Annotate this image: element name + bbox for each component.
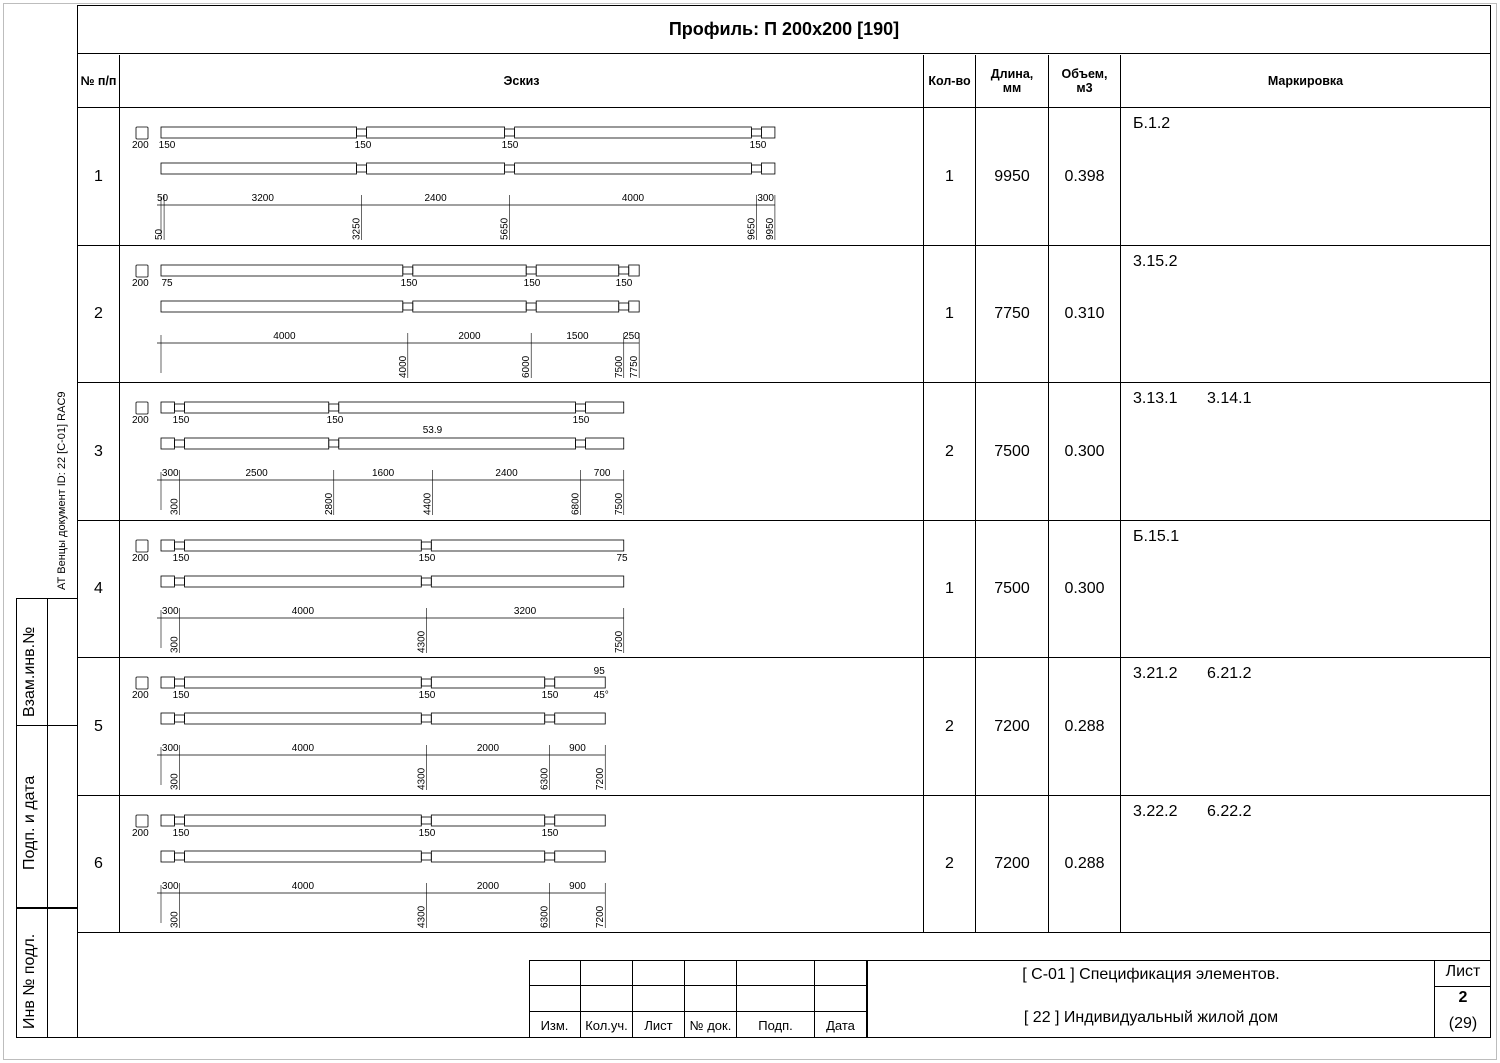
joint-notch [175,715,185,722]
log-segment [339,438,576,449]
header-length: Длина, мм [976,55,1048,108]
end-label: 150 [172,552,190,564]
log-segment [555,677,606,688]
dimension-value: 1500 [566,330,589,342]
side-box-inv [16,908,78,1038]
marking-code: 3.13.1 [1133,390,1178,407]
log-segment [431,851,544,862]
section-square [136,127,148,139]
log-segment [185,851,422,862]
dimension-value: 900 [569,743,586,754]
joint-notch [545,679,555,686]
col-line [1120,55,1121,932]
stamp-cell [581,986,633,1012]
joint-label: 150 [418,690,436,701]
cumulative-value: 50 [154,228,166,240]
joint-label: 150 [400,277,418,289]
log-segment [761,163,775,174]
log-segment [586,402,624,413]
log-segment [185,713,422,724]
joint-label: 150 [354,140,372,151]
sketch-drawing [121,383,921,519]
stamp-cell [685,986,737,1012]
joint-notch [545,715,555,722]
col-line [119,55,120,932]
row-length: 7200 [994,717,1030,735]
log-segment [555,815,606,826]
cumulative-value: 300 [169,635,181,653]
section-square [136,540,148,552]
joint-notch [545,817,555,824]
log-segment [185,540,422,551]
log-segment [339,402,576,413]
header-qty: Кол-во [924,55,975,108]
log-segment [515,127,752,138]
section-label: 200 [132,140,149,151]
end-label: 150 [172,690,190,701]
section-label: 200 [132,552,149,564]
dimension-value: 2400 [424,193,447,204]
end-label: 150 [158,140,176,151]
row-number: 4 [94,580,103,598]
joint-notch [751,129,761,136]
stamp-cell [815,986,867,1012]
stamp-col-label: Лист [633,1012,685,1038]
log-segment [185,402,329,413]
row-volume: 0.398 [1064,167,1105,185]
row-qty: 1 [945,580,954,598]
joint-notch [329,440,339,447]
marking-code: 6.22.2 [1207,802,1252,820]
joint-notch [421,542,431,549]
doc-id: АТ Венцы документ ID: 22 [С-01] RAC9 [56,391,68,590]
row-qty: 2 [945,717,954,735]
joint-notch [357,165,367,172]
joint-notch [329,404,339,411]
log-segment [431,815,544,826]
extra-label: 53.9 [422,425,443,436]
joint-notch [751,165,761,172]
dimension-value: 2000 [476,880,500,892]
header-marking: Маркировка [1121,55,1490,108]
joint-notch [403,303,413,310]
side-podp: Подп. и дата [21,775,38,870]
cumulative-value: 4000 [397,355,409,378]
dimension-value: 300 [161,880,179,892]
joint-notch [175,578,185,585]
log-segment [161,301,403,312]
row-number: 6 [94,855,103,873]
log-segment [185,438,329,449]
cumulative-value: 7500 [613,630,625,653]
joint-notch [175,853,185,860]
log-segment [431,713,544,724]
dimension-value: 300 [161,468,179,479]
stamp-col-label: Изм. [529,1012,581,1038]
cumulative-value: 7200 [595,905,607,928]
log-segment [161,402,175,413]
log-segment [431,576,623,587]
joint-notch [421,715,431,722]
log-segment [161,163,357,174]
end-label: 75 [161,277,173,289]
dimension-value: 4000 [621,193,645,204]
joint-notch [403,267,413,274]
dimension-value: 2000 [458,330,481,342]
log-segment [413,301,526,312]
dimension-value: 700 [593,468,611,479]
marking-code: Б.1.2 [1133,115,1171,132]
marking-code: 3.22.2 [1133,802,1178,820]
row-volume: 0.288 [1064,717,1105,735]
joint-label: 150 [615,277,633,289]
stamp-cell [529,986,581,1012]
section-label: 200 [132,827,149,839]
marking-code: Б.15.1 [1133,527,1180,545]
row-length: 7750 [994,305,1030,323]
cumulative-value: 7500 [613,355,625,378]
row-divider [78,932,1490,933]
cumulative-value: 300 [169,910,181,928]
stamp-cell [633,960,685,986]
log-segment [161,677,175,688]
joint-notch [526,267,536,274]
angle-label: 45° [593,690,609,701]
cumulative-value: 300 [169,498,181,515]
log-segment [185,677,422,688]
section-square [136,815,148,827]
joint-notch [526,303,536,310]
end-label: 150 [172,415,190,426]
dimension-value: 4000 [291,605,315,617]
row-number: 5 [94,717,103,735]
dimension-value: 50 [156,193,169,204]
sketch-drawing [121,796,921,932]
joint-notch [421,853,431,860]
log-segment [161,576,175,587]
marking-code: 3.21.2 [1133,665,1178,682]
dimension-value: 900 [569,880,586,892]
cumulative-value: 5650 [499,217,511,240]
cumulative-value: 6000 [521,355,533,378]
row-qty: 1 [945,305,954,323]
page-title: Профиль: П 200x200 [190] [78,6,1490,54]
stamp-cell [815,960,867,986]
joint-label: 150 [418,827,436,839]
joint-notch [576,440,586,447]
joint-label: 75 [616,552,628,564]
joint-notch [619,303,629,310]
log-segment [161,540,175,551]
joint-notch [421,817,431,824]
stamp-line1: [ С-01 ] Спецификация элементов. [1022,966,1280,983]
stamp-cell [685,960,737,986]
joint-notch [576,404,586,411]
sketch-drawing [121,108,921,244]
log-segment [761,127,775,138]
log-segment [185,815,422,826]
sketch-drawing [121,521,921,657]
cumulative-value: 6300 [539,905,551,928]
section-square [136,677,148,689]
cumulative-value: 6800 [570,492,582,515]
cumulative-value: 4400 [422,492,434,515]
log-segment [431,540,623,551]
log-segment [555,851,606,862]
stamp-cell [529,960,581,986]
sheet-number: 2 [1458,989,1468,1006]
log-segment [629,301,639,312]
dimension-value: 1600 [371,468,395,479]
joint-notch [421,679,431,686]
stamp-col-label: № док. [685,1012,737,1038]
dimension-value: 2000 [476,743,500,754]
stamp-grid [529,960,867,1038]
dimension-value: 4000 [291,880,315,892]
log-segment [555,713,606,724]
row-volume: 0.288 [1064,855,1105,873]
log-segment [431,677,544,688]
log-segment [536,265,619,276]
stamp-col-label: Подп. [737,1012,815,1038]
log-segment [629,265,639,276]
dimension-value: 250 [623,330,640,342]
log-segment [515,163,752,174]
joint-notch [619,267,629,274]
joint-notch [545,853,555,860]
row-qty: 2 [945,855,954,873]
joint-notch [175,817,185,824]
row-length: 7200 [994,855,1030,873]
joint-notch [175,542,185,549]
side-box-podp [16,726,78,908]
section-label: 200 [132,690,149,701]
log-segment [367,163,505,174]
log-segment [161,438,175,449]
dimension-value: 300 [161,605,179,617]
row-length: 7500 [994,580,1030,598]
section-label: 200 [132,415,149,426]
joint-notch [175,679,185,686]
sketch-drawing [121,658,921,794]
joint-notch [175,440,185,447]
doc-id-strip [46,350,76,595]
joint-label: 150 [749,140,767,151]
row-qty: 2 [945,442,954,460]
joint-notch [505,165,515,172]
joint-notch [357,129,367,136]
cumulative-value: 4300 [416,630,428,653]
joint-label: 150 [541,827,559,839]
joint-notch [505,129,515,136]
cumulative-value: 4300 [416,905,428,928]
dimension-value: 300 [161,743,179,754]
header-volume: Объем, м3 [1049,55,1120,108]
joint-label: 150 [418,552,436,564]
stamp-cell [737,986,815,1012]
stamp-cell [737,960,815,986]
end-label: 150 [172,827,190,839]
cumulative-value: 2800 [323,492,335,515]
joint-label: 150 [523,277,541,289]
stamp-cell [633,986,685,1012]
joint-label: 150 [572,415,590,426]
dimension-value: 4000 [291,743,315,754]
sheet-label: Лист [1445,963,1481,980]
side-inv: Инв № подл. [21,933,38,1029]
header-sketch: Эскиз [120,55,923,108]
cumulative-value: 6300 [539,767,551,790]
row-number: 1 [94,167,103,185]
log-segment [185,576,422,587]
side-vzam: Взам.инв.№ [21,626,38,717]
log-segment [161,265,403,276]
log-segment [586,438,624,449]
stamp-cell [581,960,633,986]
cumulative-value: 7750 [629,355,641,378]
stamp-line2: [ 22 ] Индивидуальный жилой дом [1023,1009,1279,1026]
cumulative-value: 300 [169,773,181,790]
row-length: 7500 [994,442,1030,460]
dimension-value: 3200 [251,193,274,204]
cut-label: 95 [593,666,605,677]
cumulative-value: 3250 [351,217,363,240]
cumulative-value: 4300 [416,767,428,790]
log-segment [161,127,357,138]
row-qty: 1 [945,167,954,185]
stamp-divider [1434,986,1491,987]
dimension-value: 2500 [245,468,268,479]
stamp-col-label: Дата [815,1012,867,1038]
dimension-value: 4000 [273,330,296,342]
row-number: 3 [94,442,103,460]
section-label: 200 [132,277,149,289]
log-segment [161,815,175,826]
row-volume: 0.310 [1064,305,1105,323]
joint-label: 150 [501,140,519,151]
cumulative-value: 9950 [764,217,776,240]
cumulative-value: 9650 [746,217,758,240]
row-volume: 0.300 [1064,442,1105,460]
cumulative-value: 7200 [595,767,607,790]
section-square [136,265,148,277]
log-segment [161,851,175,862]
joint-notch [175,404,185,411]
header-num: № п/п [78,55,119,108]
sheet-total: (29) [1448,1015,1478,1032]
joint-notch [421,578,431,585]
sketch-drawing [121,246,921,382]
dimension-value: 3200 [513,605,537,617]
marking-code: 3.15.2 [1133,252,1178,270]
row-length: 9950 [994,167,1030,185]
marking-code: 3.14.1 [1207,390,1252,407]
log-segment [536,301,619,312]
joint-label: 150 [326,415,344,426]
cumulative-value: 7500 [613,492,625,515]
row-volume: 0.300 [1064,580,1105,598]
log-segment [161,713,175,724]
row-number: 2 [94,305,103,323]
log-segment [367,127,505,138]
side-box-vzam [16,598,78,726]
stamp-col-label: Кол.уч. [581,1012,633,1038]
section-square [136,402,148,414]
dimension-value: 2400 [495,468,518,479]
marking-code: 6.21.2 [1207,665,1252,682]
log-segment [413,265,526,276]
dimension-value: 300 [757,193,775,204]
joint-label: 150 [541,690,559,701]
